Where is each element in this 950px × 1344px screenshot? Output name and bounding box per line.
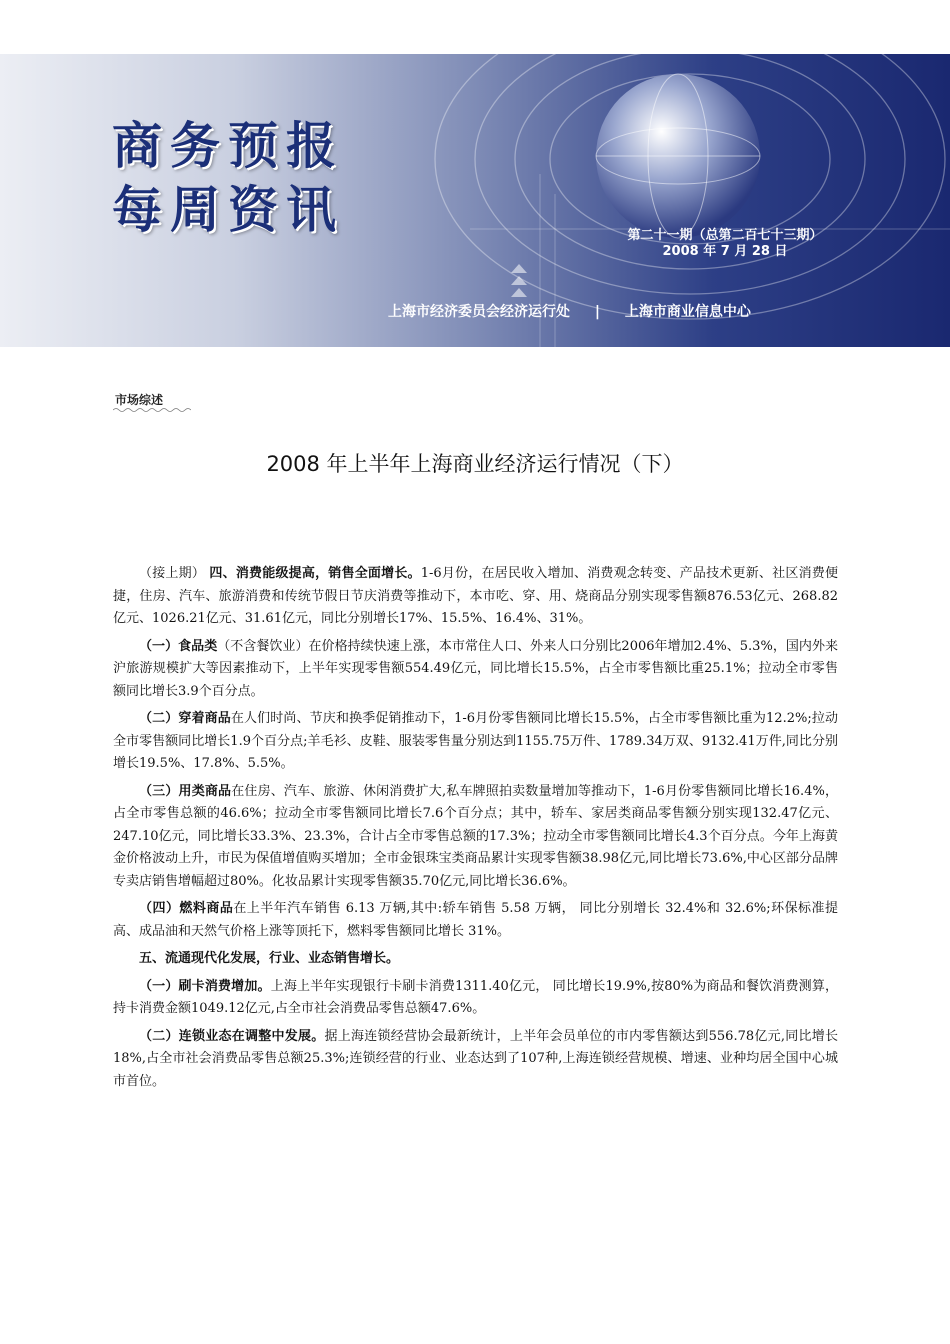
logo-title-line2: 每周资讯 (112, 181, 344, 239)
article-body (113, 563, 838, 1098)
paragraph (113, 708, 838, 776)
paragraph (113, 898, 838, 943)
paragraph-text: 在人们时尚、节庆和换季促销推动下，1-6月份零售额同比增长15.5%，占全市零售额比重为12.2%;拉动全市零售额同比增长1.9个百分点;羊毛衫、皮鞋、服装零售量分别达到1155.75万件、1789.34万双、9132.41万件,同比分别增长19.5%、17.8%、5.5%。 (113, 711, 838, 771)
paragraph-text: 在价格持续快速上涨，本市常住人口、外来人口分别比2006年增加2.4%、5.3%，国内外来沪旅游规模扩大等因素推动下，上半年实现零售额554.49亿元，同比增长15.5%，占全市零售额比重25.1%；拉动全市零售额同比增长3.9个百分点。 (113, 638, 838, 699)
paragraph-heading: （二）连锁业态在调整中发展。 (139, 1028, 325, 1044)
paragraph-text: 上海上半年实现银行卡刷卡消费1311.40亿元， 同比增长19.9%,按80%为商品和餐饮消费测算， 持卡消费金额1049.12亿元,占全市社会消费品零售总额47.6%。 (113, 978, 838, 1016)
organizations (388, 301, 751, 321)
org-info-center: 上海市商业信息中心 (624, 304, 751, 320)
paragraph-heading: （三）用类商品 (139, 783, 232, 799)
org-economic-commission: 上海市经济委员会经济运行处 (388, 304, 570, 320)
section-heading: 五、流通现代化发展，行业、业态销售增长。 (139, 951, 400, 966)
paragraph (113, 563, 838, 631)
paragraph (113, 1026, 838, 1094)
paragraph (113, 781, 838, 894)
paragraph-heading: （一）食品类 (139, 638, 218, 654)
paragraph (113, 636, 838, 704)
paragraph-text: 在上半年汽车销售 6.13 万辆,其中:轿车销售 5.58 万辆， 同比分别增长 32.4%和 32.6%;环保标准提高、成品油和天然气价格上涨等顶托下，燃料零售额同比增长 31%。 (113, 901, 838, 939)
section-label: 市场综述 (115, 393, 164, 407)
document-title: 2008 年上半年上海商业经济运行情况（下） (266, 452, 684, 476)
logo-title-line1: 商务预报 (112, 117, 344, 175)
paragraph-text: 据上海连锁经营协会最新统计，上半年会员单位的市内零售额达到556.78亿元,同比增长18%,占全市社会消费品零售总额25.3%;连锁经营的行业、业态达到了107种,上海连锁经营规模、增速、业种均居全国中心城市首位。 (113, 1028, 838, 1089)
paragraph (113, 976, 838, 1021)
org-separator: | (594, 304, 600, 320)
section-underline (113, 407, 191, 413)
paragraph (113, 948, 838, 971)
issue-date: 2008 年 7 月 28 日 (662, 244, 788, 259)
paragraph-heading: （二）穿着商品 (139, 711, 231, 726)
paragraph-text: 1-6月份，在居民收入增加、消费观念转变、产品技术更新、社区消费便捷，住房、汽车、旅游消费和传统节假日节庆消费等推动下，本市吃、穿、用、烧商品分别实现零售额876.53亿元、268.82亿元、1026.21亿元、31.61亿元，同比分别增长17%、15.5%、16.4%、31%。 (113, 566, 838, 626)
paragraph-text: 在住房、汽车、旅游、休闲消费扩大,私车牌照拍卖数量增加等推动下，1-6月份零售额同比增长16.4%，占全市零售总额的46.6%；拉动全市零售额同比增长7.6个百分点；其中，轿车、家居类商品零售额分别实现132.47亿元、247.10亿元，同比增长33.3%、23.3%，合计占全市零售总额的17.3%；拉动全市零售额同比增长4.3个百分点。今年上海黄金价格波动上升，市民为保值增值购买增加；全市金银珠宝类商品累计实现零售额38.98亿元,同比增长73.6%,中心区部分品牌专卖店销售增幅超过80%。化妆品累计实现零售额35.70亿元,同比增长36.6%。 (113, 783, 838, 889)
paragraph-note: （不含餐饮业） (217, 638, 309, 654)
header-banner (0, 54, 950, 347)
paragraph-heading: 四、消费能级提高，销售全面增长。 (209, 566, 421, 581)
paragraph-heading: （四）燃料商品 (139, 901, 234, 916)
paragraph-heading: （一）刷卡消费增加。 (139, 978, 271, 994)
paragraph-prefix: （接上期） (139, 566, 206, 581)
issue-number: 第二十一期（总第二百七十三期） (627, 228, 823, 243)
